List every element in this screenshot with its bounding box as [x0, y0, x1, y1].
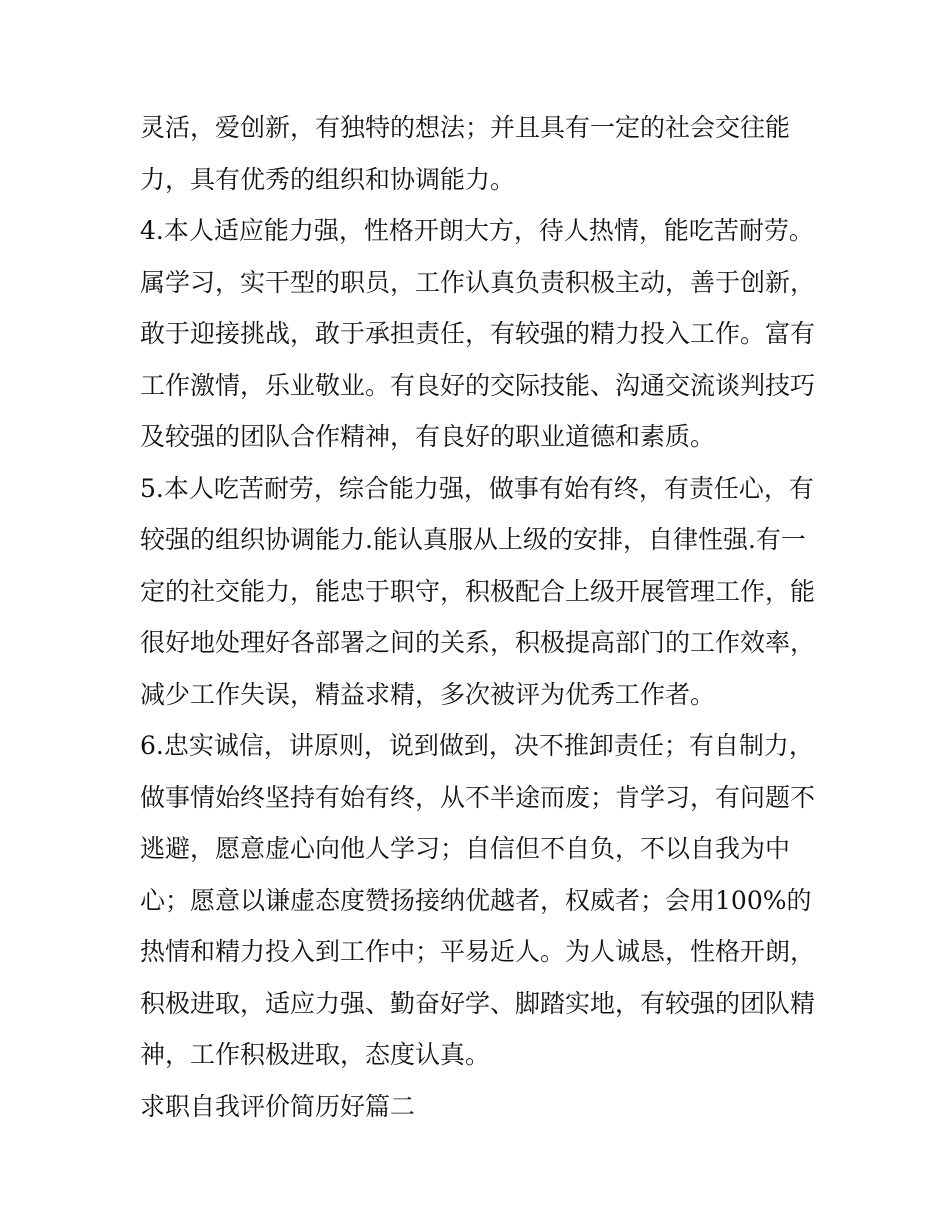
- document-body: [140, 102, 820, 1132]
- text-line: 心；愿意以谦虚态度赞扬接纳优越者，权威者；会用100%的: [140, 885, 812, 915]
- text-line: 很好地处理好各部署之间的关系，积极提高部门的工作效率，: [140, 628, 816, 657]
- text-line: 较强的组织协调能力.能认真服从上级的安排，自律性强.有一: [140, 525, 806, 554]
- text-line: 力，具有优秀的组织和协调能力。: [140, 164, 516, 194]
- text-line: 及较强的团队合作精神，有良好的职业道德和素质。: [140, 422, 716, 451]
- text-line: 减少工作失误，精益求精，多次被评为优秀工作者。: [140, 679, 716, 709]
- text-line: 积极进取，适应力强、勤奋好学、脚踏实地，有较强的团队精: [140, 988, 816, 1018]
- text-line: 热情和精力投入到工作中；平易近人。为人诚恳，性格开朗，: [140, 937, 816, 966]
- text-line: 工作激情，乐业敬业。有良好的交际技能、沟通交流谈判技巧: [140, 370, 816, 400]
- text-line: 敢于迎接挑战，敢于承担责任，有较强的精力投入工作。富有: [140, 319, 816, 348]
- text-line: 4.本人适应能力强，性格开朗大方，待人热情，能吃苦耐劳。: [140, 216, 814, 245]
- text-line: 5.本人吃苦耐劳，综合能力强，做事有始有终，有责任心，有: [140, 473, 814, 503]
- text-line: 逃避，愿意虚心向他人学习；自信但不自负，不以自我为中: [140, 834, 791, 863]
- text-line: 灵活，爱创新，有独特的想法；并且具有一定的社会交往能: [140, 113, 791, 142]
- text-line: 做事情始终坚持有始有终，从不半途而废；肯学习，有问题不: [140, 782, 816, 812]
- section-heading: 求职自我评价简历好篇二: [140, 1091, 416, 1121]
- text-line: 神，工作积极进取，态度认真。: [140, 1040, 491, 1069]
- text-line: 属学习，实干型的职员，工作认真负责积极主动，善于创新，: [140, 267, 816, 297]
- text-line: 6.忠实诚信，讲原则，说到做到，决不推卸责任；有自制力，: [140, 731, 814, 760]
- text-line: 定的社交能力，能忠于职守，积极配合上级开展管理工作，能: [140, 576, 816, 606]
